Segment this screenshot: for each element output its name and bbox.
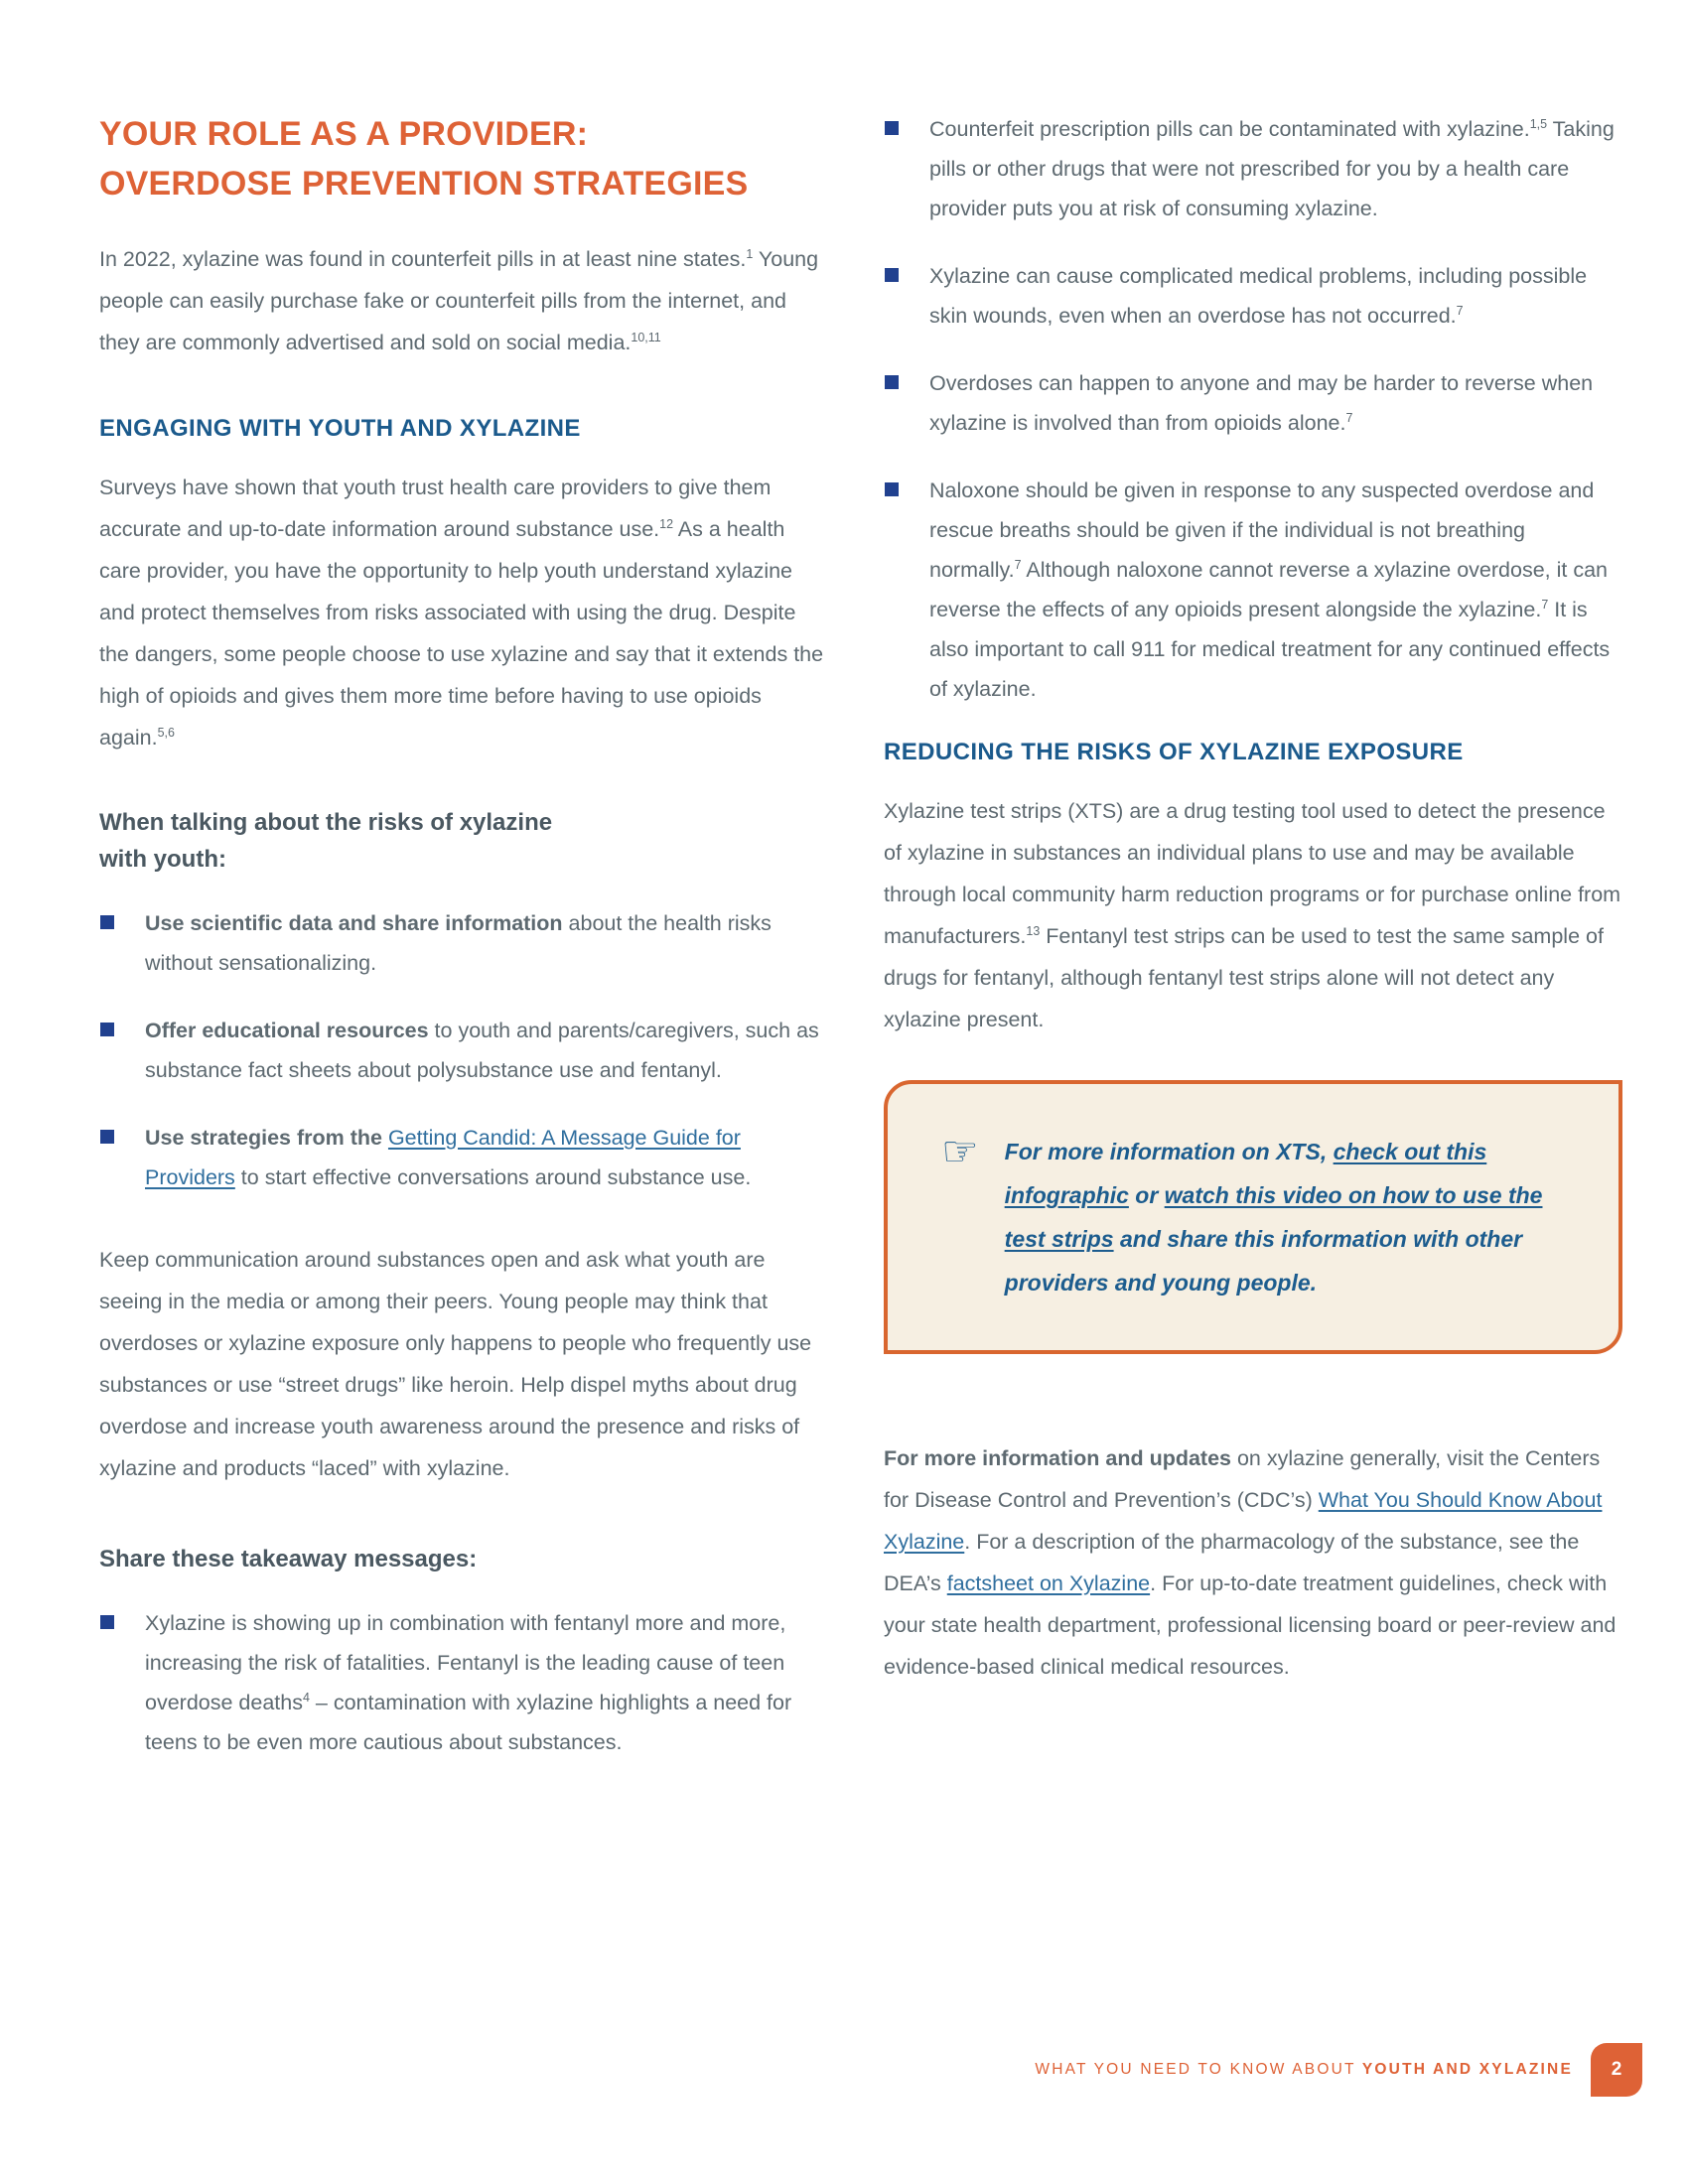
callout-box: [884, 1080, 1622, 1354]
section-heading-reducing: REDUCING THE RISKS OF XYLAZINE EXPOSURE: [884, 739, 1464, 765]
list-item: Counterfeit prescription pills can be contaminated with xylazine.$^{1,5}$ Taking pills or other drugs that were not prescribed for you by a health care provider puts you at risk of consuming xylazine.: [884, 109, 1622, 228]
list-item: Offer educational resources to youth and parents/caregivers, such as substance fact sheets about polysubstance use and fentanyl.: [99, 1011, 830, 1090]
footnote-ref: 7: [1456, 303, 1464, 318]
page-title: [99, 109, 830, 208]
footnote-ref: 1: [746, 246, 754, 261]
pointing-hand-icon: ☞: [941, 1128, 979, 1174]
footnote-ref: 10,11: [631, 330, 661, 344]
left-column: [99, 109, 830, 1804]
page-title-line1: YOUR ROLE AS A PROVIDER:: [99, 115, 589, 153]
footnote-ref: 7: [1014, 557, 1022, 572]
xts-infographic-link[interactable]: check out this infographic: [1004, 1139, 1487, 1208]
more-info-paragraph: For more information and updates on xylazine generally, visit the Centers for Disease Control and Prevention’s (CDC’s) What You Should Know About Xylazine. For a description of the pharmacology of the substance, see the DEA’s factsheet on Xylazine. For up-to-date treatment guidelines, check with your state health department, professional licensing board or peer-review and evidence-based clinical medical resources.: [884, 1446, 1617, 1679]
keep-communication-paragraph: Keep communication around substances open and ask what youth are seeing in the media or among their peers. Young people may think that overdoses or xylazine exposure only happens to people who frequently use substances or use “street drugs” like heroin. Help dispel myths about drug overdose and increase youth awareness around the presence and risks of xylazine and products “laced” with xylazine.: [99, 1248, 812, 1480]
top-bullet-list: [884, 109, 1622, 709]
footnote-ref: 13: [1026, 923, 1041, 938]
footer-text: WHAT YOU NEED TO KNOW ABOUT YOUTH AND XYLAZINE: [1035, 2061, 1573, 2078]
list-item: Xylazine can cause complicated medical problems, including possible skin wounds, even when an overdose has not occurred.$^7$: [884, 256, 1622, 336]
list-item: Overdoses can happen to anyone and may be harder to reverse when xylazine is involved than from opioids alone.$^7$: [884, 363, 1622, 443]
footnote-ref: 7: [1541, 597, 1549, 612]
right-column: [884, 109, 1622, 1804]
list-item: Use scientific data and share information about the health risks without sensationalizing.: [99, 903, 830, 983]
reducing-paragraph: Xylazine test strips (XTS) are a drug testing tool used to detect the presence of xylazine in substances an individual plans to use and may be available through local community harm reduction programs or for purchase online from manufacturers.$^{13}$ Fentanyl test strips can be used to test the same sample of drugs for fentanyl, although fentanyl test strips alone will not detect any xylazine present.: [884, 799, 1621, 1031]
intro-paragraph: In 2022, xylazine was found in counterfeit pills in at least nine states.$^1$ Young people can easily purchase fake or counterfeit pills from the internet, and they are commonly advertised and sold on social media.$^{10,11}$: [99, 246, 819, 354]
talking-bullet-list: [99, 903, 830, 1197]
footnote-ref: 7: [1345, 410, 1353, 425]
dea-factsheet-link[interactable]: factsheet on Xylazine: [946, 1571, 1151, 1595]
subheading-share-takeaways: Share these takeaway messages:: [99, 1546, 478, 1572]
list-item: Use strategies from the Getting Candid: A Message Guide for Providers to start effective conversations around substance use.: [99, 1118, 830, 1197]
footnote-ref: 4: [302, 1690, 310, 1705]
getting-candid-link[interactable]: Getting Candid: A Message Guide for Providers: [145, 1126, 741, 1189]
footnote-ref: 12: [659, 516, 674, 531]
callout-text: For more information on XTS, check out this infographic or watch this video on how to use the test strips and share this information with other providers and young people.: [1004, 1139, 1543, 1296]
section-heading-engaging: ENGAGING WITH YOUTH AND XYLAZINE: [99, 415, 581, 442]
takeaway-bullet-list: [99, 1603, 830, 1762]
subheading-when-talking: When talking about the risks of xylazine with youth:: [99, 809, 553, 873]
xts-video-link[interactable]: watch this video on how to use the test strips: [1004, 1182, 1543, 1252]
footnote-ref: 1,5: [1529, 116, 1548, 131]
page-number-badge: 2: [1591, 2043, 1642, 2097]
page-footer: [1035, 2043, 1642, 2097]
cdc-xylazine-link[interactable]: What You Should Know About Xylazine: [884, 1488, 1603, 1554]
footnote-ref: 5,6: [157, 725, 175, 740]
list-item: Xylazine is showing up in combination with fentanyl more and more, increasing the risk of fatalities. Fentanyl is the leading cause of teen overdose deaths$^4$ – contamination with xylazine highlights a need for teens to be even more cautious about substances.: [99, 1603, 830, 1762]
page-title-line2: OVERDOSE PREVENTION STRATEGIES: [99, 165, 749, 203]
list-item: Naloxone should be given in response to any suspected overdose and rescue breaths should be given if the individual is not breathing normally.$^7$ Although naloxone cannot reverse a xylazine overdose, it can reverse the effects of any opioids present alongside the xylazine.$^7$ It is also important to call 911 for medical treatment for any continued effects of xylazine.: [884, 471, 1622, 709]
engaging-paragraph: Surveys have shown that youth trust health care providers to give them accurate and up-to-date information around substance use.$^{12}$ As a health care provider, you have the opportunity to help youth understand xylazine and protect themselves from risks associated with using the drug. Despite the dangers, some people choose to use xylazine and say that it extends the high of opioids and gives them more time before having to use opioids again.$^{5,6}$: [99, 476, 824, 750]
